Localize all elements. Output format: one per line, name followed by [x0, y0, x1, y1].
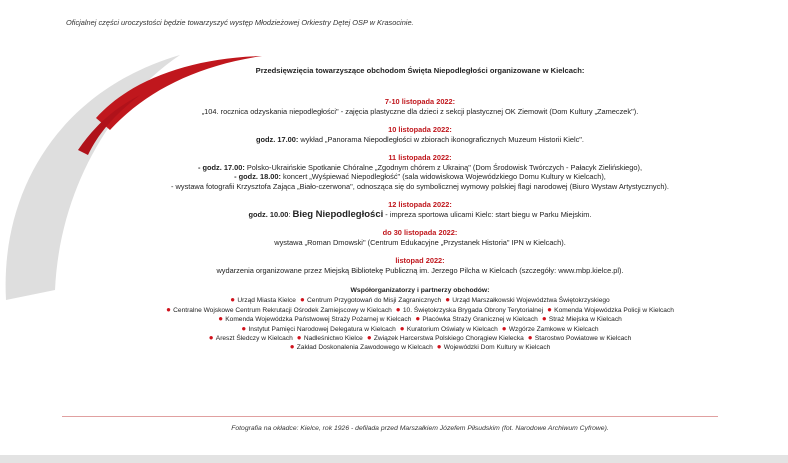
partners-line [40, 306, 788, 315]
partner-name: Zakład Doskonalenia Zawodowego w Kielcach [296, 344, 433, 352]
event-date: 11 listopada 2022: [388, 153, 452, 162]
partners-line [40, 325, 788, 334]
bullet-dot-icon: ● [436, 342, 444, 352]
partner-name: Wojewódzki Dom Kultury w Kielcach [443, 344, 551, 352]
event-time: godz. 17.00: [256, 134, 299, 144]
partner-item [367, 335, 524, 342]
event-text: koncert „Wyśpiewać Niepodległość" (sala widowiskowa Wojewódzkiego Domu Kultury w Kielcach), [280, 172, 606, 181]
event-block [40, 153, 788, 191]
partner-item [241, 323, 396, 333]
event-block [40, 228, 788, 247]
partners-line [40, 334, 788, 343]
partners-title: Współorganizatorzy i partnerzy obchodów: [350, 287, 490, 294]
partner-name: Centrum Przygotowań do Misji Zagranicznych [307, 297, 442, 305]
partner-name: Komenda Wojewódzka Policji w Kielcach [554, 306, 674, 314]
event-line [40, 163, 788, 173]
bullet-dot-icon: ● [296, 333, 304, 343]
partners-line [40, 343, 788, 352]
partner-item [297, 335, 363, 342]
partner-item [547, 304, 674, 314]
event-date: do 30 listopada 2022: [382, 228, 458, 237]
partner-item [415, 316, 538, 323]
partner-item [395, 304, 544, 314]
bullet-dot-icon: ● [289, 342, 297, 352]
partner-item [209, 335, 293, 342]
event-line [40, 210, 788, 220]
partner-item [300, 297, 441, 304]
event-time: - godz. 17.00: [197, 162, 245, 172]
partner-name: Centralne Wojskowe Centrum Rekrutacji Ośrodek Zamiejscowy w Kielcach [173, 306, 392, 314]
event-text: wykład „Panorama Niepodległości w zbiorach ikonograficznych Muzeum Historii Kielc". [298, 134, 584, 144]
partner-name: Związek Harcerstwa Polskiego Chorągiew Kielecka [373, 335, 524, 343]
partner-name: Wzgórze Zamkowe w Kielcach [508, 325, 599, 333]
bullet-dot-icon: ● [399, 323, 407, 333]
bullet-dot-icon: ● [208, 333, 216, 343]
partners-list [40, 296, 788, 352]
event-text: Polsko-Ukraińskie Spotkanie Chóralne „Zgodnym chórem z Ukrainą" (Dom Środowisk Twórczych - Pałacyk Zielińskiego), [244, 162, 643, 172]
event-text-tail: - impreza sportowa ulicami Kielc: start biegu w Parku Miejskim. [383, 209, 592, 219]
partner-name: Starostwo Powiatowe w Kielcach [534, 335, 632, 343]
partners-line [40, 296, 788, 305]
main-title: Przedsięwzięcia towarzyszące obchodom Święta Niepodległości organizowane w Kielcach: [255, 66, 585, 75]
bullet-dot-icon: ● [299, 295, 308, 305]
event-line [40, 266, 788, 276]
event-date: 12 listopada 2022: [388, 200, 452, 209]
partner-name: Nadleśnictwo Kielce [303, 335, 363, 343]
partner-item [290, 344, 433, 351]
partner-item [528, 335, 631, 342]
event-block [40, 125, 788, 144]
event-line [40, 135, 788, 145]
bullet-dot-icon: ● [547, 304, 555, 314]
partner-item [542, 316, 622, 323]
partner-name: Straż Miejska w Kielcach [548, 316, 622, 324]
bullet-dot-icon: ● [230, 295, 238, 305]
event-time: - godz. 18.00: [234, 172, 281, 181]
partner-item [399, 323, 498, 333]
divider [62, 416, 718, 417]
bullet-dot-icon: ● [218, 314, 226, 324]
main-content [40, 66, 788, 353]
event-block [40, 200, 788, 219]
bullet-dot-icon: ● [415, 314, 423, 324]
bullet-dot-icon: ● [395, 304, 403, 314]
event-text: : [288, 209, 293, 219]
partners-section [40, 287, 788, 353]
partner-name: Urząd Marszałkowski Województwa Świętokrzyskiego [452, 297, 610, 305]
partner-name: Kuratorium Oświaty w Kielcach [406, 325, 498, 333]
partner-name: Areszt Śledczy w Kielcach [215, 335, 293, 343]
bullet-dot-icon: ● [541, 314, 549, 324]
event-time: godz. 10.00 [248, 209, 289, 219]
event-highlight: Bieg Niepodległości [292, 208, 384, 220]
partner-item [218, 316, 411, 323]
bullet-dot-icon: ● [166, 304, 174, 314]
partner-item [445, 297, 610, 304]
intro-text: Oficjalnej części uroczystości będzie towarzyszyć występ Młodzieżowej Orkiestry Dętej OSP w Krasocinie. [66, 18, 414, 27]
event-line [40, 107, 788, 117]
partner-name: Instytut Pamięci Narodowej Delegatura w Kielcach [248, 325, 396, 333]
event-text: - wystawa fotografii Krzysztofa Zająca „Biało-czerwona", odnosząca się do symbolicznej wymowy polskiej flagi narodowej (Biuro Wystaw Artystycznych). [171, 181, 669, 191]
bullet-dot-icon: ● [501, 323, 509, 333]
partner-name: Placówka Straży Granicznej w Kielcach [422, 316, 538, 324]
partner-item [230, 297, 296, 304]
bullet-dot-icon: ● [366, 333, 374, 343]
bottom-bar [0, 455, 788, 463]
event-date: 10 listopada 2022: [388, 125, 452, 134]
bullet-dot-icon: ● [527, 333, 535, 343]
event-date: listopad 2022: [395, 256, 445, 265]
event-line [40, 172, 788, 182]
partner-name: 10. Świętokrzyska Brygada Obrony Terytorialnej [402, 306, 544, 314]
event-date: 7-10 listopada 2022: [384, 97, 456, 106]
event-line [40, 238, 788, 248]
partner-name: Urząd Miasta Kielce [237, 297, 296, 305]
event-text: wystawa „Roman Dmowski" (Centrum Edukacyjne „Przystanek Historia" IPN w Kielcach). [274, 237, 566, 247]
partner-item [437, 344, 551, 351]
event-text: „104. rocznica odzyskania niepodległości" - zajęcia plastyczne dla dzieci z sekcji plastycznej OK Ziemowit (Dom Kultury „Zameczek"). [201, 106, 639, 116]
photo-caption: Fotografia na okładce: Kielce, rok 1926 - defilada przed Marszałkiem Józefem Piłsudskim (fot. Narodowe Archiwum Cyfrowe). [231, 425, 609, 432]
event-line [40, 182, 788, 192]
partner-item [501, 323, 599, 333]
bullet-dot-icon: ● [445, 295, 453, 305]
event-block [40, 256, 788, 275]
bullet-dot-icon: ● [241, 323, 249, 333]
event-block [40, 97, 788, 116]
partner-item [166, 304, 392, 314]
partners-line [40, 315, 788, 324]
event-text: wydarzenia organizowane przez Miejską Bibliotekę Publiczną im. Jerzego Pilcha w Kielcach (szczegóły: www.mbp.kielce.pl). [216, 265, 624, 275]
partner-name: Komenda Wojewódzka Państwowej Straży Pożarnej w Kielcach [225, 316, 412, 324]
